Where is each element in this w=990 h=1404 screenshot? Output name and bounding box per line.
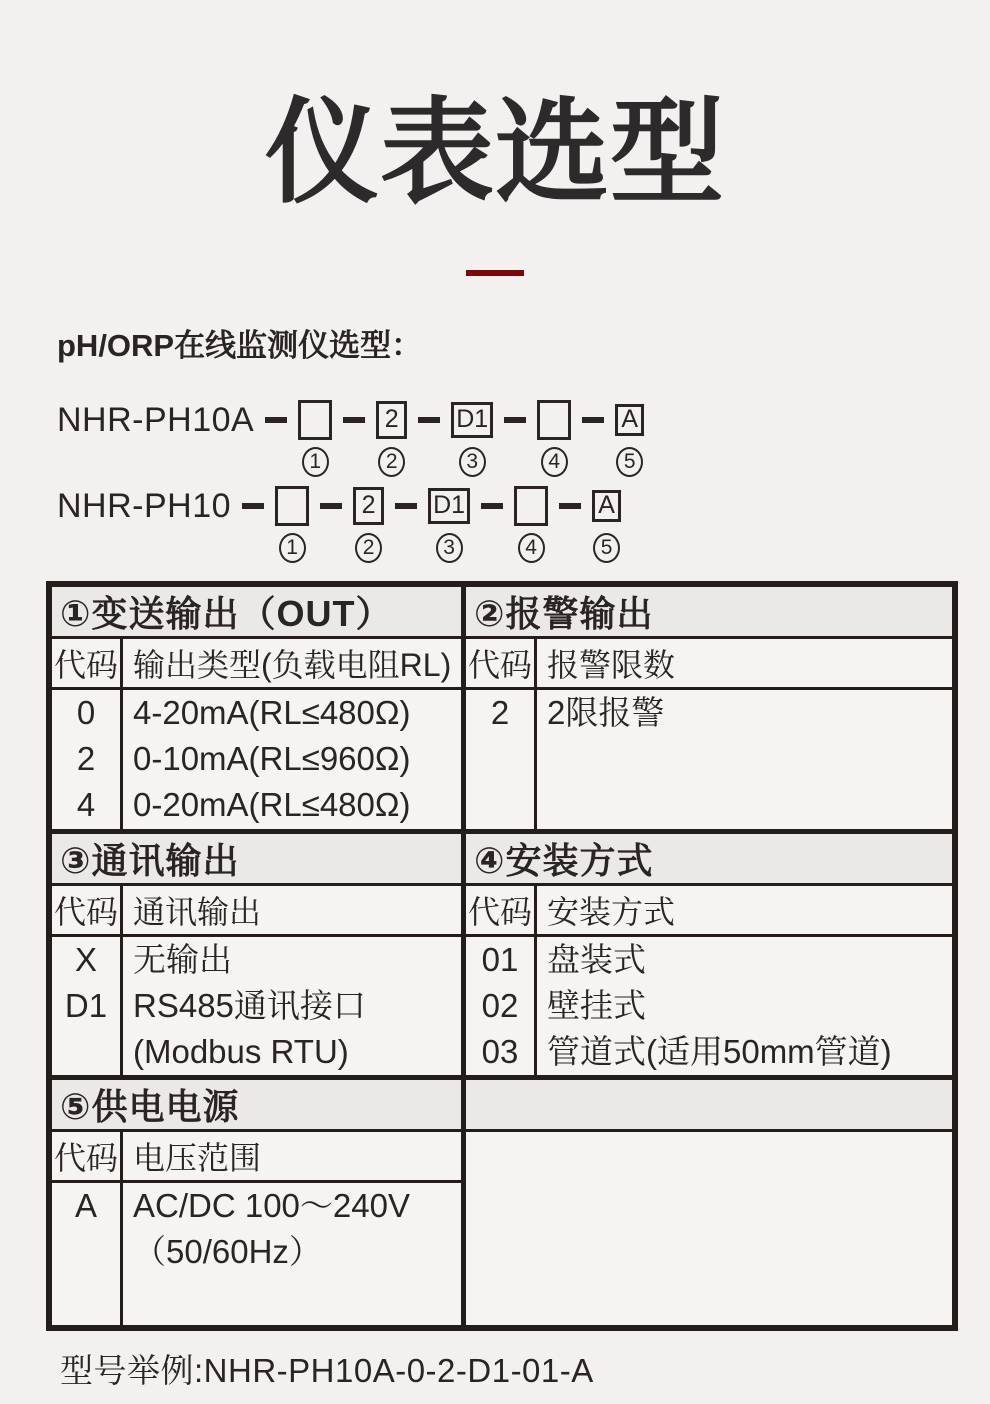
code-box-5: A <box>592 490 621 522</box>
model-slot-5 <box>592 485 621 563</box>
code-box-2: 2 <box>353 487 384 525</box>
hyphen-separator <box>395 503 417 509</box>
selection-table <box>46 581 958 1331</box>
code-box-4 <box>514 486 548 526</box>
code-box-2: 2 <box>376 401 407 439</box>
title-divider <box>466 270 524 276</box>
section-header: ④安装方式 <box>466 834 952 886</box>
position-5-badge: 5 <box>593 533 620 563</box>
empty-header-band <box>466 1080 952 1132</box>
section-header: ③通讯输出 <box>52 834 461 886</box>
table-empty-cell <box>466 1080 952 1325</box>
desc-column-header: 安装方式 <box>547 893 676 930</box>
code-column-header: 代码 <box>52 1132 123 1180</box>
table-mounting <box>466 834 952 1075</box>
position-1-badge: 1 <box>279 533 306 563</box>
table-comm-output <box>52 834 466 1075</box>
hyphen-separator <box>343 417 365 423</box>
code-cell: 4 <box>76 785 96 823</box>
section-header: ②报警输出 <box>466 587 952 639</box>
code-box-3: D1 <box>451 402 493 438</box>
position-5-badge: 5 <box>616 447 643 477</box>
hyphen-separator <box>582 417 604 423</box>
model-slot-1 <box>298 399 332 477</box>
model-slot-2 <box>353 485 384 563</box>
hyphen-separator <box>320 503 342 509</box>
model-name: NHR-PH10 <box>57 486 232 525</box>
model-name: NHR-PH10A <box>57 400 255 439</box>
desc-cell: 无输出 <box>133 940 232 978</box>
model-slot-4 <box>537 399 571 477</box>
model-code-diagram <box>57 399 990 563</box>
code-column-header: 代码 <box>52 886 123 934</box>
code-cell: D1 <box>64 986 108 1024</box>
desc-cell: 0-20mA(RL≤480Ω) <box>133 785 411 823</box>
model-row-ph10a <box>57 399 990 477</box>
section-header: ①变送输出（OUT） <box>52 587 461 639</box>
desc-cell: 管道式(适用50mm管道) <box>547 1032 892 1070</box>
code-box-5: A <box>615 404 644 436</box>
hyphen-separator <box>242 503 264 509</box>
code-cell: X <box>74 940 97 978</box>
model-slot-2 <box>376 399 407 477</box>
code-cell: 2 <box>76 739 96 777</box>
table-block-1 <box>52 587 952 829</box>
position-3-badge: 3 <box>459 447 486 477</box>
desc-cell: 壁挂式 <box>547 986 646 1024</box>
code-column-header: 代码 <box>466 886 537 934</box>
code-cell: 0 <box>76 693 96 731</box>
table-block-3 <box>52 1075 952 1325</box>
subtitle: pH/ORP在线监测仪选型： <box>57 327 423 363</box>
position-4-badge: 4 <box>541 447 568 477</box>
desc-cell: AC/DC 100～240V <box>133 1186 410 1224</box>
code-cell: 02 <box>481 986 519 1024</box>
position-2-badge: 2 <box>355 533 382 563</box>
desc-cell: 0-10mA(RL≤960Ω) <box>133 739 411 777</box>
code-cell: 03 <box>481 1032 519 1070</box>
hyphen-separator <box>265 417 287 423</box>
desc-column-header: 报警限数 <box>547 646 676 683</box>
code-cell <box>52 1229 120 1275</box>
code-cell: A <box>74 1186 97 1224</box>
model-row-ph10 <box>57 485 990 563</box>
hyphen-separator <box>504 417 526 423</box>
hyphen-separator <box>418 417 440 423</box>
desc-column-header: 输出类型(负载电阻RL) <box>133 646 452 683</box>
table-block-2 <box>52 829 952 1075</box>
desc-cell: RS485通讯接口 <box>133 986 366 1024</box>
position-3-badge: 3 <box>436 533 463 563</box>
desc-cell: (Modbus RTU) <box>133 1032 349 1070</box>
code-column-header: 代码 <box>52 639 123 687</box>
desc-cell: 盘装式 <box>547 940 646 978</box>
model-slot-3 <box>451 399 493 477</box>
desc-cell: 2限报警 <box>547 693 665 731</box>
code-cell: 01 <box>481 940 519 978</box>
model-example: 型号举例:NHR-PH10A-0-2-D1-01-A <box>60 1351 594 1389</box>
model-slot-4 <box>514 485 548 563</box>
code-cell: 2 <box>490 693 510 731</box>
position-1-badge: 1 <box>302 447 329 477</box>
desc-cell: （50/60Hz） <box>133 1232 322 1270</box>
desc-column-header: 通讯输出 <box>133 893 262 930</box>
position-4-badge: 4 <box>518 533 545 563</box>
desc-column-header: 电压范围 <box>133 1139 262 1176</box>
model-slot-3 <box>428 485 470 563</box>
desc-cell: 4-20mA(RL≤480Ω) <box>133 693 411 731</box>
code-box-3: D1 <box>428 488 470 524</box>
hyphen-separator <box>559 503 581 509</box>
hyphen-separator <box>481 503 503 509</box>
model-slot-1 <box>275 485 309 563</box>
code-column-header: 代码 <box>466 639 537 687</box>
position-2-badge: 2 <box>378 447 405 477</box>
code-cell <box>52 1029 120 1075</box>
page-title: 仪表选型 <box>264 90 725 217</box>
code-box-1 <box>298 400 332 440</box>
section-header: ⑤供电电源 <box>52 1080 461 1132</box>
code-box-4 <box>537 400 571 440</box>
model-slot-5 <box>615 399 644 477</box>
table-alarm-output <box>466 587 952 829</box>
table-power-supply <box>52 1080 466 1325</box>
table-transmit-output <box>52 587 466 829</box>
code-box-1 <box>275 486 309 526</box>
